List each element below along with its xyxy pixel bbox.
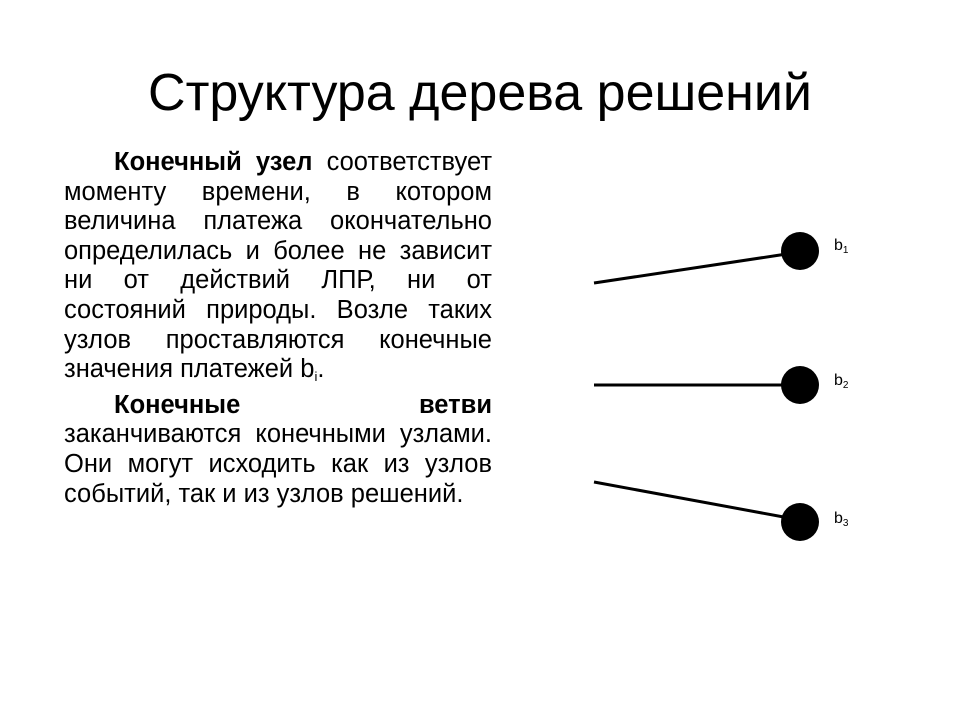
branch-3 [594,482,800,520]
term-terminal-branches: Конечные ветви [114,390,492,419]
terminal-node-1 [781,232,819,270]
node-label-1-subscript: 1 [842,245,849,256]
paragraph-end-mark: . [317,355,325,384]
terminal-branches-definition: заканчиваются конечными узлами. Они могут исходить как из узлов событий, так и из узлов решений. [64,420,492,508]
node-label-1 [834,237,848,255]
slide-title: Структура дерева решений [148,64,812,122]
node-label-2-subscript: 2 [842,380,849,391]
node-label-3-letter: b [834,510,843,527]
terminal-node-definition: соответствует моменту времени, в котором величина платежа окончательно определилась и более не зависит ни от действий ЛПР, ни от состояний природы. Возле таких узлов проставляются конечные значения платежей b [64,148,492,384]
paragraph-terminal-node [64,148,492,385]
terminal-node-3 [781,503,819,541]
node-label-3 [834,510,848,528]
term-terminal-node: Конечный узел [114,148,313,176]
branch-1 [594,252,800,283]
node-label-1-letter: b [834,237,843,254]
payoff-subscript: i [314,369,318,385]
node-label-2 [834,372,848,390]
node-label-2-letter: b [834,372,843,389]
terminal-node-2 [781,366,819,404]
paragraph-terminal-branches [64,391,492,509]
node-label-3-subscript: 3 [842,518,849,529]
body-text [64,148,492,515]
